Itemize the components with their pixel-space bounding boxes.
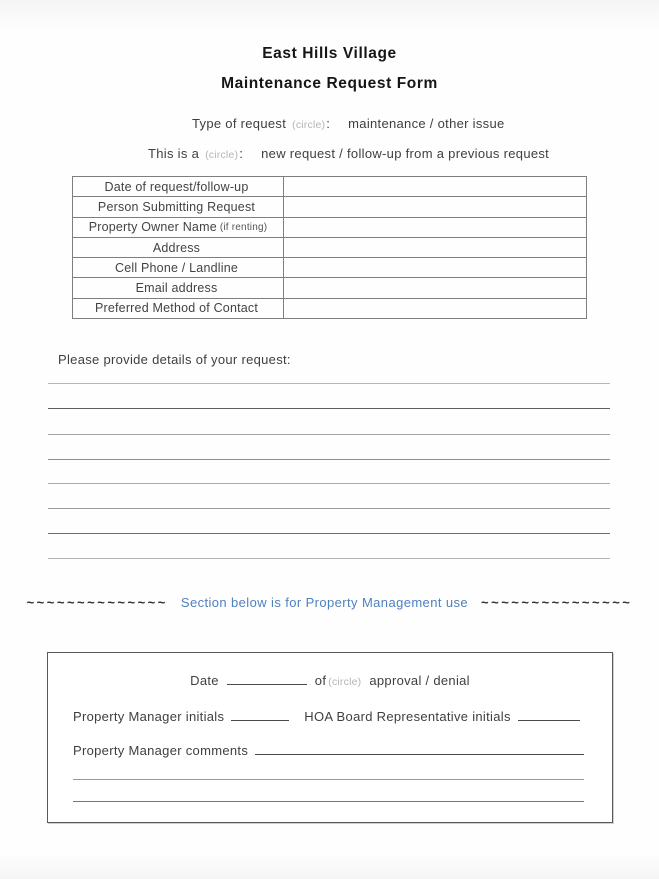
comments-writing-line[interactable]: [73, 779, 584, 780]
table-input-cell-contact-method[interactable]: [284, 299, 586, 318]
request-kind-options[interactable]: new request / follow-up from a previous request: [261, 146, 550, 161]
property-management-box: [47, 652, 613, 823]
request-type-label: Type of request: [192, 116, 287, 131]
decision-circle-hint: (circle): [328, 676, 362, 688]
request-kind-circle-hint: (circle): [205, 149, 239, 161]
table-input-cell-owner[interactable]: [284, 218, 586, 237]
table-row: [73, 257, 586, 277]
decision-date-row: [48, 673, 612, 688]
section-divider: [0, 595, 659, 610]
details-prompt: Please provide details of your request:: [58, 352, 291, 367]
details-writing-line[interactable]: [48, 459, 610, 460]
hoa-initials-fill-line[interactable]: [518, 709, 580, 721]
divider-tildes-left: ~~~~~~~~~~~~~~: [26, 594, 168, 610]
pm-comments-fill-line[interactable]: [255, 743, 584, 755]
table-row: [73, 177, 586, 196]
comments-row: [73, 743, 584, 758]
details-writing-line[interactable]: [48, 408, 610, 409]
hoa-initials-label: HOA Board Representative initials: [304, 709, 511, 724]
details-writing-line[interactable]: [48, 483, 610, 484]
details-writing-line[interactable]: [48, 533, 610, 534]
requester-info-table: [72, 176, 587, 319]
row-note-if-renting: (if renting): [219, 221, 268, 233]
pm-initials-fill-line[interactable]: [231, 709, 289, 721]
comments-writing-line[interactable]: [73, 801, 584, 802]
pm-comments-label: Property Manager comments: [73, 743, 249, 758]
table-input-cell-person[interactable]: [284, 197, 586, 216]
row-label-phone: Cell Phone / Landline: [114, 260, 239, 275]
row-label-contact-method: Preferred Method of Contact: [94, 301, 259, 316]
decision-options[interactable]: approval / denial: [369, 673, 470, 688]
table-row: [73, 217, 586, 237]
details-writing-line[interactable]: [48, 434, 610, 435]
initials-row: [73, 709, 587, 724]
divider-tildes-right: ~~~~~~~~~~~~~~~: [481, 594, 633, 610]
request-kind-colon: :: [239, 146, 244, 161]
table-row: [73, 237, 586, 257]
form-title-line2: Maintenance Request Form: [221, 75, 438, 92]
of-label: of: [314, 673, 327, 688]
request-type-options[interactable]: maintenance / other issue: [348, 116, 505, 131]
pm-initials-label: Property Manager initials: [73, 709, 225, 724]
details-writing-line[interactable]: [48, 383, 610, 384]
date-fill-line[interactable]: [227, 673, 307, 685]
form-title-line1: East Hills Village: [262, 45, 397, 62]
details-writing-line[interactable]: [48, 558, 610, 559]
row-label-person: Person Submitting Request: [97, 199, 256, 214]
request-type-colon: :: [326, 116, 331, 131]
request-kind-label: This is a: [148, 146, 200, 161]
table-input-cell-phone[interactable]: [284, 258, 586, 277]
request-type-circle-hint: (circle): [292, 119, 326, 131]
table-input-cell-address[interactable]: [284, 238, 586, 257]
date-label: Date: [190, 673, 219, 688]
row-label-date: Date of request/follow-up: [104, 179, 249, 194]
details-writing-line[interactable]: [48, 508, 610, 509]
table-input-cell-date[interactable]: [284, 177, 586, 196]
request-type-row: [192, 116, 505, 131]
row-label-email: Email address: [135, 281, 218, 296]
row-label-address: Address: [152, 240, 201, 255]
table-row: [73, 298, 586, 318]
request-kind-row: [148, 146, 549, 161]
row-label-owner: Property Owner Name: [88, 220, 217, 235]
table-row: [73, 277, 586, 297]
table-row: [73, 196, 586, 216]
table-input-cell-email[interactable]: [284, 278, 586, 297]
divider-text: Section below is for Property Management use: [180, 595, 469, 610]
